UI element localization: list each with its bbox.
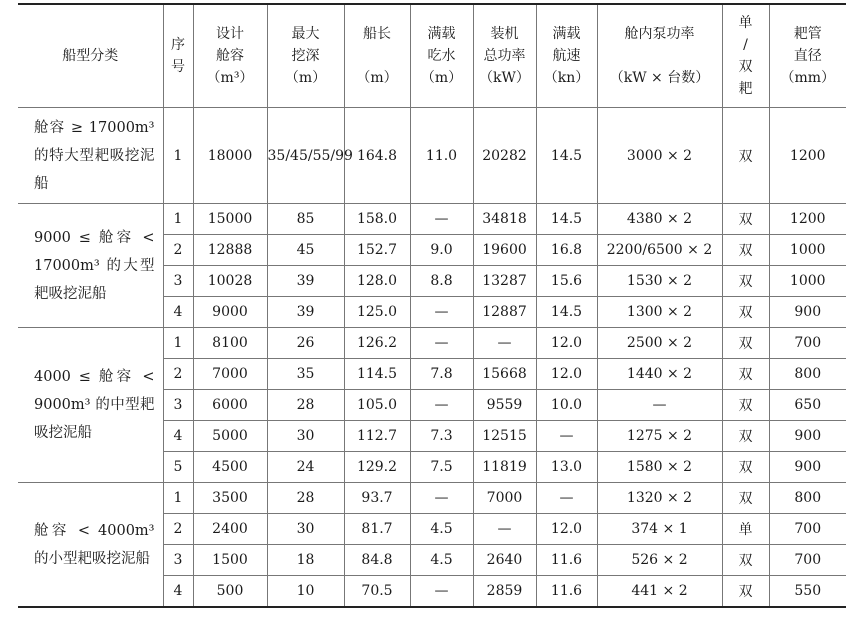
category-label: 舱容 < 4000m³ 的小型耙吸挖泥船 bbox=[34, 522, 155, 567]
cell-speed: 11.6 bbox=[536, 545, 597, 576]
cell-speed: 12.0 bbox=[536, 328, 597, 359]
cell-speed: 14.5 bbox=[536, 204, 597, 235]
category-label: 9000 ≤ 舱容 < 17000m³ 的大型耙吸挖泥船 bbox=[34, 229, 155, 302]
header-seq-line: 序 bbox=[171, 37, 185, 53]
cell-pump: 2500 × 2 bbox=[597, 328, 722, 359]
header-speed bbox=[536, 4, 597, 108]
cell-length: 114.5 bbox=[344, 359, 410, 390]
cell-pump: 1530 × 2 bbox=[597, 266, 722, 297]
cell-pipe: 1200 bbox=[769, 204, 846, 235]
cell-speed: 14.5 bbox=[536, 297, 597, 328]
category-cell bbox=[18, 108, 163, 204]
cell-pipe: 700 bbox=[769, 328, 846, 359]
cell-arm: 双 bbox=[722, 297, 769, 328]
cell-pipe: 900 bbox=[769, 297, 846, 328]
cell-pump: 3000 × 2 bbox=[597, 108, 722, 204]
cell-draft: — bbox=[410, 204, 473, 235]
category-cell bbox=[18, 204, 163, 328]
cell-power: 7000 bbox=[473, 483, 536, 514]
cell-capacity: 3500 bbox=[193, 483, 267, 514]
cell-depth: 35 bbox=[267, 359, 344, 390]
cell-power: 13287 bbox=[473, 266, 536, 297]
cell-seq: 4 bbox=[163, 576, 193, 608]
header-pump-line: （kW × 台数） bbox=[609, 70, 710, 86]
cell-length: 105.0 bbox=[344, 390, 410, 421]
cell-arm: 双 bbox=[722, 545, 769, 576]
header-length-line: （m） bbox=[356, 70, 398, 86]
cell-speed: 12.0 bbox=[536, 514, 597, 545]
cell-speed: 14.5 bbox=[536, 108, 597, 204]
cell-capacity: 500 bbox=[193, 576, 267, 608]
cell-arm: 双 bbox=[722, 266, 769, 297]
cell-power: 12515 bbox=[473, 421, 536, 452]
header-category-line: 船型分类 bbox=[62, 48, 119, 64]
cell-depth: 30 bbox=[267, 514, 344, 545]
cell-draft: 9.0 bbox=[410, 235, 473, 266]
cell-power: 12887 bbox=[473, 297, 536, 328]
header-speed-line: 满载 bbox=[552, 26, 581, 42]
cell-draft: 8.8 bbox=[410, 266, 473, 297]
cell-draft: — bbox=[410, 328, 473, 359]
cell-draft: 7.5 bbox=[410, 452, 473, 483]
cell-arm: 双 bbox=[722, 483, 769, 514]
cell-speed: — bbox=[536, 421, 597, 452]
cell-arm: 双 bbox=[722, 390, 769, 421]
cell-speed: 15.6 bbox=[536, 266, 597, 297]
cell-seq: 1 bbox=[163, 328, 193, 359]
header-capacity-line: 设计 bbox=[216, 26, 244, 42]
header-depth-line: 最大 bbox=[291, 26, 320, 42]
cell-length: 164.8 bbox=[344, 108, 410, 204]
cell-capacity: 10028 bbox=[193, 266, 267, 297]
cell-arm: 双 bbox=[722, 108, 769, 204]
cell-depth: 24 bbox=[267, 452, 344, 483]
header-draft-line: （m） bbox=[420, 70, 463, 86]
header-pipe-line: 耙管 bbox=[793, 26, 822, 42]
header-power bbox=[473, 4, 536, 108]
header-speed-line: （kn） bbox=[543, 70, 590, 86]
cell-seq: 1 bbox=[163, 108, 193, 204]
cell-seq: 2 bbox=[163, 359, 193, 390]
cell-pump: 1440 × 2 bbox=[597, 359, 722, 390]
header-draft-line: 满载 bbox=[427, 26, 456, 42]
cell-draft: 4.5 bbox=[410, 545, 473, 576]
cell-seq: 2 bbox=[163, 235, 193, 266]
header-pump-line: 舱内泵功率 bbox=[624, 26, 695, 42]
cell-seq: 4 bbox=[163, 421, 193, 452]
cell-seq: 1 bbox=[163, 204, 193, 235]
cell-depth: 39 bbox=[267, 266, 344, 297]
header-pump bbox=[597, 4, 722, 108]
table-row bbox=[18, 483, 846, 514]
cell-seq: 1 bbox=[163, 483, 193, 514]
cell-depth: 30 bbox=[267, 421, 344, 452]
cell-length: 129.2 bbox=[344, 452, 410, 483]
cell-depth: 28 bbox=[267, 483, 344, 514]
header-seq-line: 号 bbox=[171, 59, 185, 75]
header-depth-line: （m） bbox=[284, 70, 327, 86]
cell-speed: — bbox=[536, 483, 597, 514]
table-row bbox=[18, 328, 846, 359]
header-pipe-line: 直径 bbox=[793, 48, 822, 64]
cell-seq: 3 bbox=[163, 390, 193, 421]
cell-pump: 2200/6500 × 2 bbox=[597, 235, 722, 266]
cell-arm: 双 bbox=[722, 204, 769, 235]
cell-pipe: 800 bbox=[769, 483, 846, 514]
header-length-line bbox=[345, 45, 410, 67]
cell-capacity: 1500 bbox=[193, 545, 267, 576]
cell-pump: 441 × 2 bbox=[597, 576, 722, 608]
cell-length: 70.5 bbox=[344, 576, 410, 608]
header-arm-line: / bbox=[743, 37, 748, 53]
cell-draft: 7.3 bbox=[410, 421, 473, 452]
cell-depth: 39 bbox=[267, 297, 344, 328]
header-arm-line: 双 bbox=[738, 59, 753, 75]
header-category bbox=[18, 4, 163, 108]
cell-pump: 374 × 1 bbox=[597, 514, 722, 545]
cell-draft: 7.8 bbox=[410, 359, 473, 390]
header-arm bbox=[722, 4, 769, 108]
cell-power: 2859 bbox=[473, 576, 536, 608]
cell-depth: 10 bbox=[267, 576, 344, 608]
dredger-table-container bbox=[18, 3, 846, 608]
cell-capacity: 4500 bbox=[193, 452, 267, 483]
header-pipe bbox=[769, 4, 846, 108]
cell-draft: — bbox=[410, 483, 473, 514]
cell-depth: 28 bbox=[267, 390, 344, 421]
table-row bbox=[18, 204, 846, 235]
cell-power: 20282 bbox=[473, 108, 536, 204]
cell-pipe: 550 bbox=[769, 576, 846, 608]
cell-capacity: 18000 bbox=[193, 108, 267, 204]
cell-power: 2640 bbox=[473, 545, 536, 576]
cell-arm: 双 bbox=[722, 452, 769, 483]
cell-length: 126.2 bbox=[344, 328, 410, 359]
cell-seq: 3 bbox=[163, 545, 193, 576]
cell-length: 152.7 bbox=[344, 235, 410, 266]
cell-power: — bbox=[473, 328, 536, 359]
cell-arm: 双 bbox=[722, 359, 769, 390]
cell-draft: — bbox=[410, 390, 473, 421]
header-capacity-line: 舱容 bbox=[216, 48, 244, 64]
cell-draft: 11.0 bbox=[410, 108, 473, 204]
cell-pump: 1580 × 2 bbox=[597, 452, 722, 483]
header-capacity-line: （m³） bbox=[206, 70, 254, 86]
cell-arm: 双 bbox=[722, 576, 769, 608]
header-draft bbox=[410, 4, 473, 108]
category-cell bbox=[18, 483, 163, 608]
cell-pipe: 650 bbox=[769, 390, 846, 421]
cell-pipe: 1000 bbox=[769, 235, 846, 266]
cell-power: 34818 bbox=[473, 204, 536, 235]
table-body bbox=[18, 108, 846, 608]
header-pipe-line: （mm） bbox=[780, 70, 836, 86]
dredger-spec-table bbox=[18, 3, 846, 608]
cell-capacity: 5000 bbox=[193, 421, 267, 452]
header-length bbox=[344, 4, 410, 108]
header-length-line: 船长 bbox=[363, 26, 391, 42]
cell-draft: 4.5 bbox=[410, 514, 473, 545]
cell-pipe: 900 bbox=[769, 421, 846, 452]
category-label: 4000 ≤ 舱容 < 9000m³ 的中型耙吸挖泥船 bbox=[34, 369, 155, 441]
cell-length: 81.7 bbox=[344, 514, 410, 545]
cell-seq: 2 bbox=[163, 514, 193, 545]
header-seq bbox=[163, 4, 193, 108]
cell-capacity: 7000 bbox=[193, 359, 267, 390]
cell-length: 128.0 bbox=[344, 266, 410, 297]
cell-pipe: 1000 bbox=[769, 266, 846, 297]
cell-pipe: 900 bbox=[769, 452, 846, 483]
header-draft-line: 吃水 bbox=[427, 48, 456, 64]
cell-power: 11819 bbox=[473, 452, 536, 483]
cell-arm: 单 bbox=[722, 514, 769, 545]
cell-pipe: 700 bbox=[769, 514, 846, 545]
cell-arm: 双 bbox=[722, 421, 769, 452]
header-arm-line: 单 bbox=[738, 15, 753, 31]
cell-power: 15668 bbox=[473, 359, 536, 390]
cell-length: 84.8 bbox=[344, 545, 410, 576]
header-power-line: 装机 bbox=[490, 26, 519, 42]
cell-length: 125.0 bbox=[344, 297, 410, 328]
cell-speed: 13.0 bbox=[536, 452, 597, 483]
cell-draft: — bbox=[410, 576, 473, 608]
cell-power: — bbox=[473, 514, 536, 545]
cell-length: 93.7 bbox=[344, 483, 410, 514]
cell-draft: — bbox=[410, 297, 473, 328]
cell-depth: 85 bbox=[267, 204, 344, 235]
header-arm-line: 耙 bbox=[738, 81, 753, 97]
cell-capacity: 8100 bbox=[193, 328, 267, 359]
cell-speed: 11.6 bbox=[536, 576, 597, 608]
cell-pump: 1275 × 2 bbox=[597, 421, 722, 452]
cell-seq: 4 bbox=[163, 297, 193, 328]
cell-pump: 1320 × 2 bbox=[597, 483, 722, 514]
cell-pump: — bbox=[597, 390, 722, 421]
cell-capacity: 9000 bbox=[193, 297, 267, 328]
cell-power: 9559 bbox=[473, 390, 536, 421]
header-speed-line: 航速 bbox=[552, 48, 581, 64]
cell-depth: 18 bbox=[267, 545, 344, 576]
cell-pipe: 800 bbox=[769, 359, 846, 390]
cell-seq: 3 bbox=[163, 266, 193, 297]
cell-pipe: 1200 bbox=[769, 108, 846, 204]
cell-power: 19600 bbox=[473, 235, 536, 266]
cell-capacity: 2400 bbox=[193, 514, 267, 545]
category-label: 舱容 ≥ 17000m³ 的特大型耙吸挖泥船 bbox=[34, 119, 155, 192]
cell-capacity: 6000 bbox=[193, 390, 267, 421]
cell-depth: 26 bbox=[267, 328, 344, 359]
cell-arm: 双 bbox=[722, 328, 769, 359]
cell-length: 158.0 bbox=[344, 204, 410, 235]
cell-speed: 12.0 bbox=[536, 359, 597, 390]
header-power-line: 总功率 bbox=[483, 48, 526, 64]
category-cell bbox=[18, 328, 163, 483]
header-capacity bbox=[193, 4, 267, 108]
cell-depth: 35/45/55/99 bbox=[267, 108, 344, 204]
header-depth-line: 挖深 bbox=[291, 48, 320, 64]
cell-depth: 45 bbox=[267, 235, 344, 266]
cell-capacity: 15000 bbox=[193, 204, 267, 235]
header-row bbox=[18, 4, 846, 108]
cell-length: 112.7 bbox=[344, 421, 410, 452]
cell-arm: 双 bbox=[722, 235, 769, 266]
cell-seq: 5 bbox=[163, 452, 193, 483]
header-power-line: （kW） bbox=[479, 70, 530, 86]
header-depth bbox=[267, 4, 344, 108]
cell-capacity: 12888 bbox=[193, 235, 267, 266]
cell-pipe: 700 bbox=[769, 545, 846, 576]
cell-speed: 10.0 bbox=[536, 390, 597, 421]
cell-pump: 4380 × 2 bbox=[597, 204, 722, 235]
cell-speed: 16.8 bbox=[536, 235, 597, 266]
header-pump-line bbox=[598, 45, 722, 67]
cell-pump: 526 × 2 bbox=[597, 545, 722, 576]
cell-pump: 1300 × 2 bbox=[597, 297, 722, 328]
table-row bbox=[18, 108, 846, 204]
